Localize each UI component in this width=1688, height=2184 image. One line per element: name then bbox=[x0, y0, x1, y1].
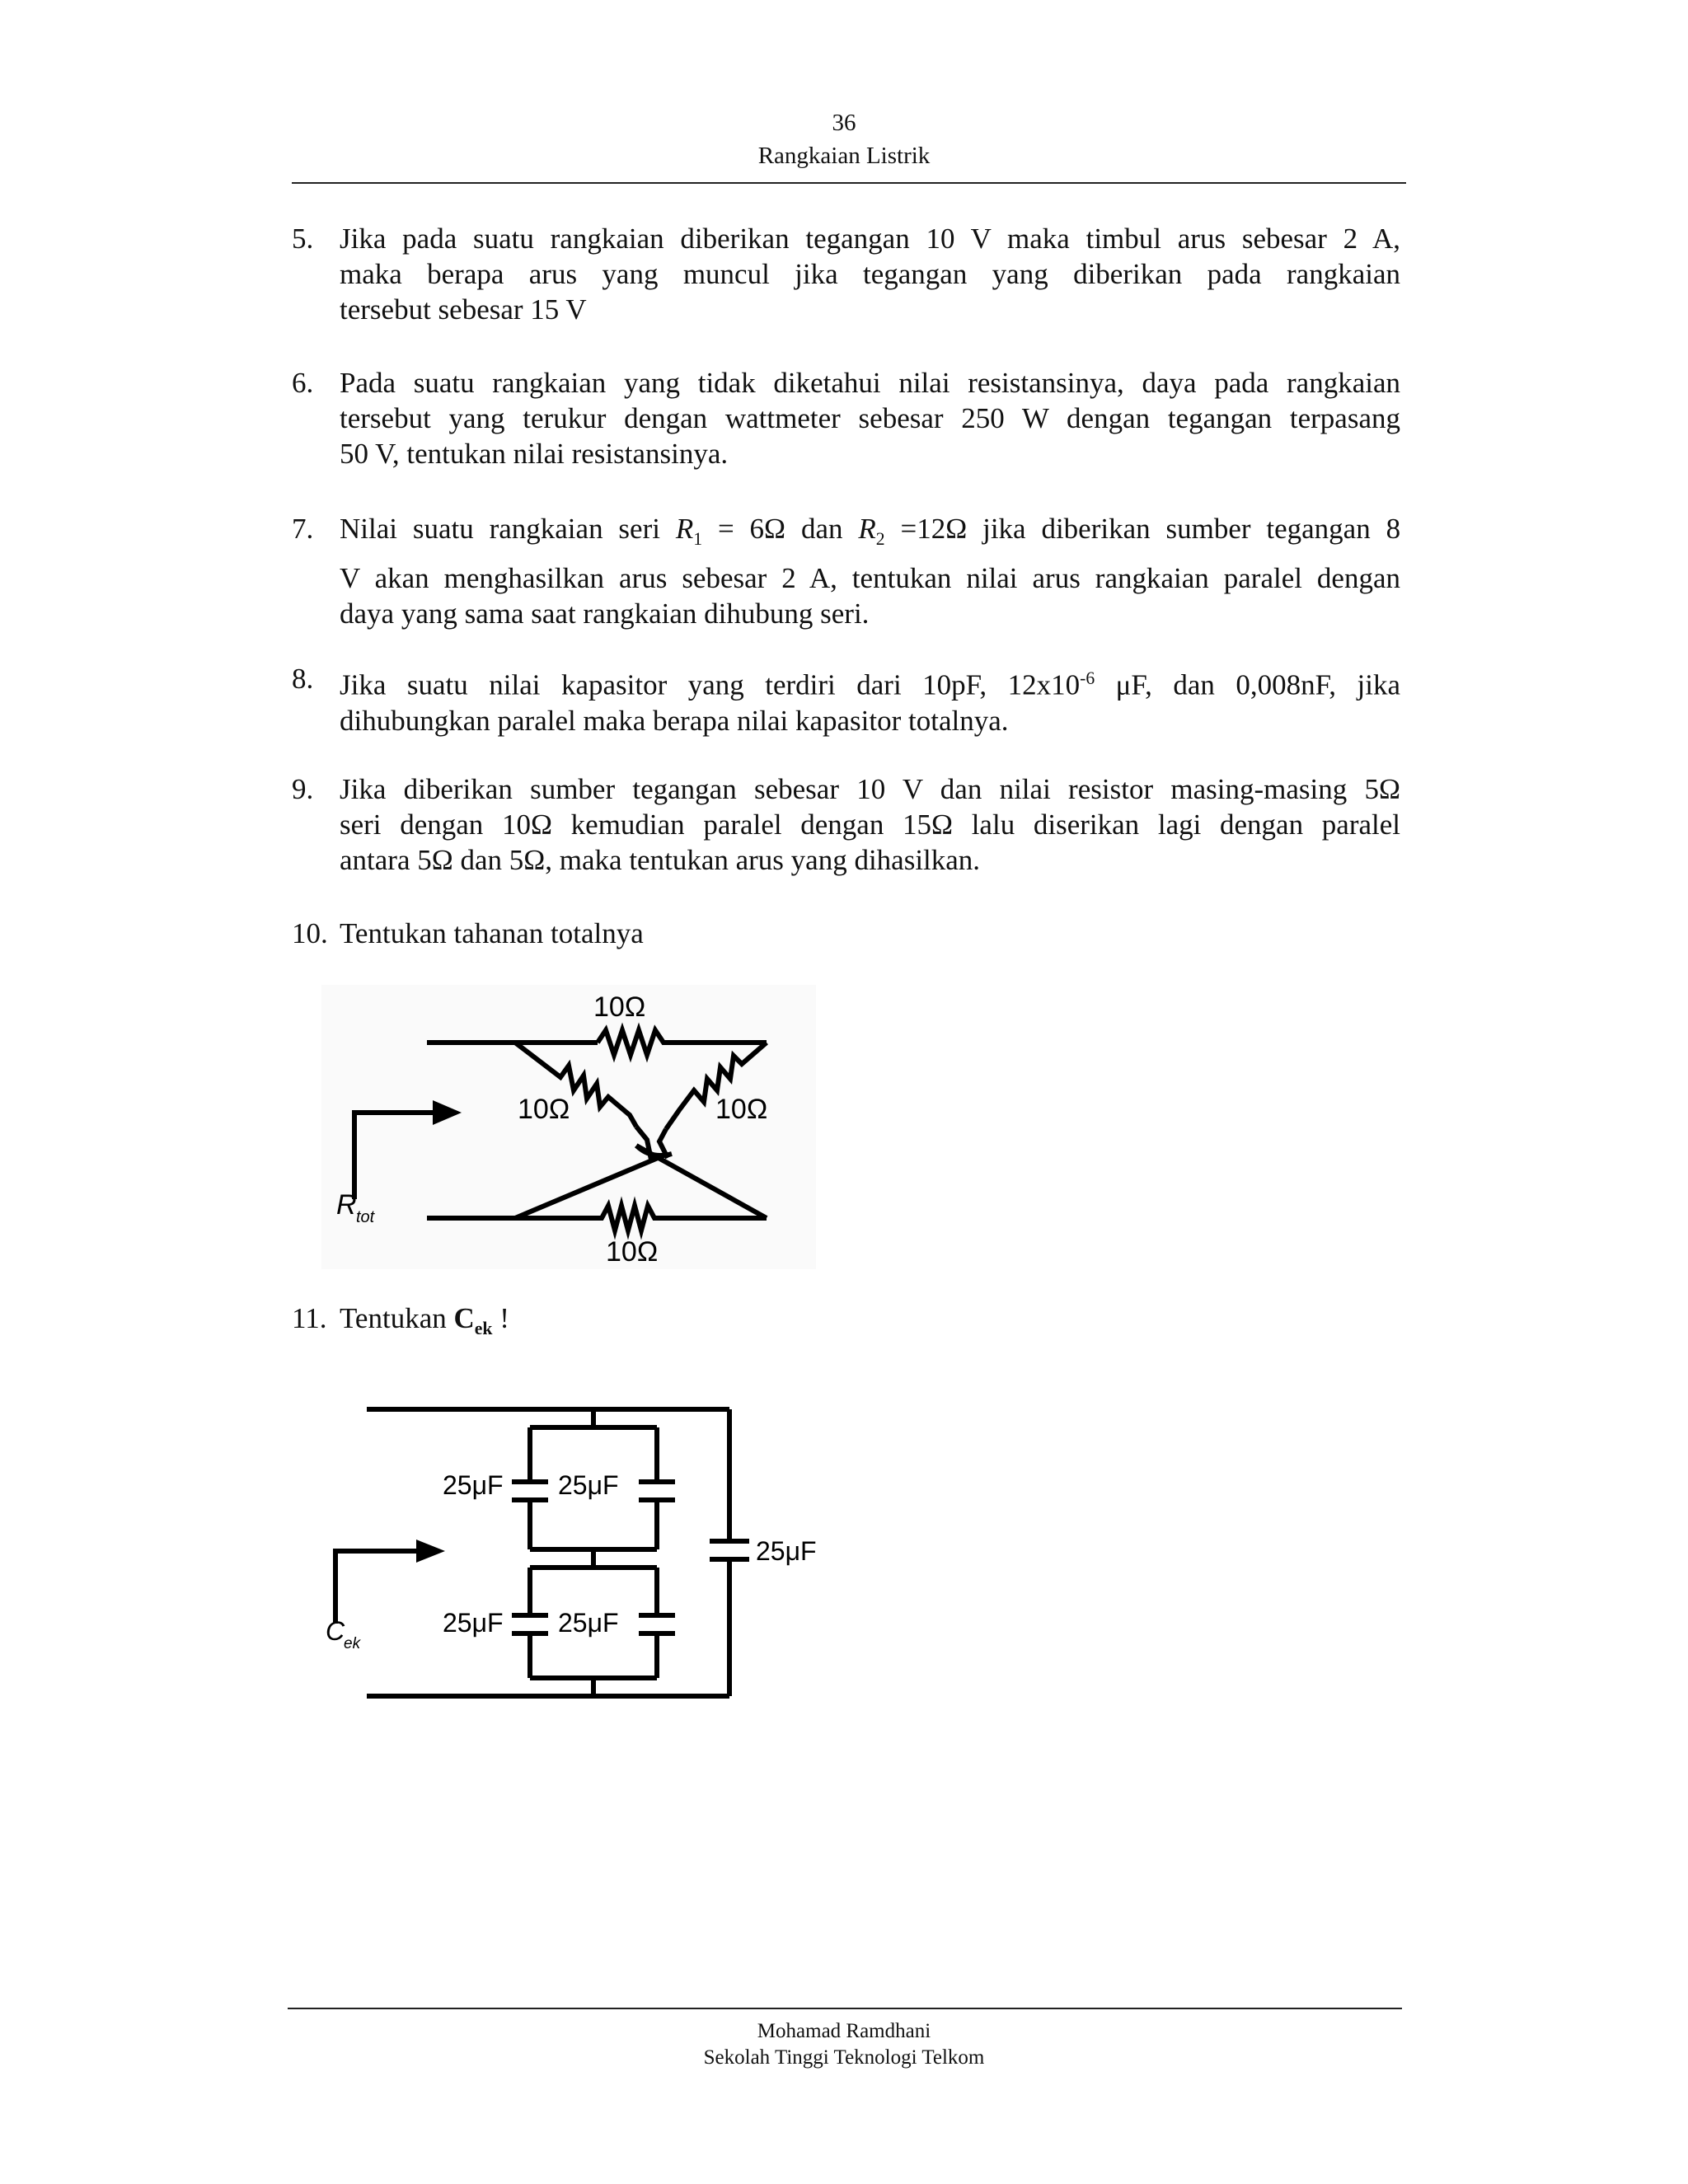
capacitor-network-diagram bbox=[317, 1393, 845, 1706]
question-line: V akan menghasilkan arus sebesar 2 A, tentukan nilai arus rangkaian paralel dengan bbox=[340, 562, 1400, 594]
question-line: Jika diberikan sumber tegangan sebesar 10 V dan nilai resistor masing-masing 5Ω bbox=[340, 773, 1400, 805]
cap-label-upper-left: 25μF bbox=[443, 1470, 504, 1500]
cek-subscript: ek bbox=[344, 1635, 361, 1652]
question-number: 11. bbox=[292, 1302, 327, 1334]
text-fragment: ! bbox=[492, 1302, 509, 1334]
rtot-subscript: tot bbox=[356, 1208, 375, 1226]
resistor-network-diagram bbox=[321, 985, 816, 1269]
resistor-label-top: 10Ω bbox=[593, 991, 646, 1023]
question-8 bbox=[292, 661, 1400, 738]
question-number: 8. bbox=[292, 663, 314, 695]
cek-bold: C bbox=[453, 1302, 475, 1334]
question-line: Pada suatu rangkaian yang tidak diketahui nilai resistansinya, daya pada rangkaian bbox=[340, 367, 1400, 399]
resistor-label-bottom: 10Ω bbox=[606, 1236, 659, 1268]
question-line: Jika pada suatu rangkaian diberikan tegangan 10 V maka timbul arus sebesar 2 A, bbox=[340, 223, 1400, 255]
question-line: 50 V, tentukan nilai resistansinya. bbox=[340, 438, 729, 470]
question-text: Tentukan tahanan totalnya bbox=[340, 917, 644, 949]
r2-subscript: 2 bbox=[875, 529, 885, 549]
question-number: 9. bbox=[292, 773, 314, 805]
r1-value: = 6Ω bbox=[717, 513, 786, 545]
question-line: maka berapa arus yang muncul jika tegangan yang diberikan pada rangkaian bbox=[340, 258, 1400, 290]
question-number: 10. bbox=[292, 917, 328, 949]
cek-bold-subscript: ek bbox=[474, 1319, 493, 1338]
r2-symbol: R bbox=[858, 513, 876, 545]
exponent: -6 bbox=[1080, 668, 1095, 688]
question-line: daya yang sama saat rangkaian dihubung seri. bbox=[340, 598, 870, 630]
page-number: 36 bbox=[832, 110, 856, 136]
header-title: Rangkaian Listrik bbox=[757, 143, 931, 169]
text-fragment: μF, dan 0,008nF, jika bbox=[1095, 668, 1401, 701]
resistor-label-left: 10Ω bbox=[518, 1094, 570, 1125]
question-9 bbox=[292, 771, 1400, 878]
question-line: seri dengan 10Ω kemudian paralel dengan 15Ω lalu diserikan lagi dengan paralel bbox=[340, 808, 1400, 841]
question-number: 5. bbox=[292, 223, 314, 255]
cap-label-lower-right: 25μF bbox=[558, 1608, 619, 1638]
footer-author: Mohamad Ramdhani bbox=[757, 2020, 931, 2042]
question-line: tersebut sebesar 15 V bbox=[340, 293, 587, 326]
question-number: 7. bbox=[292, 513, 314, 545]
text-fragment: Jika suatu nilai kapasitor yang terdiri dari 10pF, 12x10 bbox=[340, 668, 1081, 701]
r1-symbol: R bbox=[675, 513, 694, 545]
cap-label-upper-right: 25μF bbox=[558, 1470, 619, 1500]
cap-label-lower-left: 25μF bbox=[443, 1608, 504, 1638]
footer-rule bbox=[288, 2008, 1402, 2009]
question-text bbox=[340, 1301, 1400, 1347]
header-rule bbox=[292, 182, 1406, 184]
question-line: antara 5Ω dan 5Ω, maka tentukan arus yang dihasilkan. bbox=[340, 844, 981, 876]
r2-value: =12Ω bbox=[900, 513, 968, 545]
text-fragment: Nilai suatu rangkaian seri bbox=[340, 513, 660, 545]
question-number: 6. bbox=[292, 367, 314, 399]
question-7 bbox=[292, 511, 1400, 631]
question-line: dihubungkan paralel maka berapa nilai kapasitor totalnya. bbox=[340, 704, 1009, 737]
text-fragment: jika diberikan sumber tegangan 8 bbox=[982, 513, 1401, 545]
question-line bbox=[340, 661, 1400, 703]
rtot-symbol: R bbox=[336, 1189, 357, 1221]
question-5 bbox=[292, 221, 1400, 327]
question-line: tersebut yang terukur dengan wattmeter sebesar 250 W dengan tegangan terpasang bbox=[340, 402, 1400, 434]
r1-subscript: 1 bbox=[693, 529, 703, 549]
cap-label-right-branch: 25μF bbox=[756, 1536, 817, 1566]
cek-symbol: C bbox=[326, 1616, 345, 1646]
question-10 bbox=[292, 916, 1400, 951]
question-11 bbox=[292, 1301, 1400, 1347]
text-fragment: dan bbox=[800, 513, 843, 545]
text-fragment: Tentukan bbox=[340, 1302, 454, 1334]
question-line bbox=[340, 511, 1400, 557]
question-6 bbox=[292, 365, 1400, 471]
footer-institution: Sekolah Tinggi Teknologi Telkom bbox=[703, 2046, 985, 2069]
resistor-label-right: 10Ω bbox=[715, 1094, 768, 1125]
